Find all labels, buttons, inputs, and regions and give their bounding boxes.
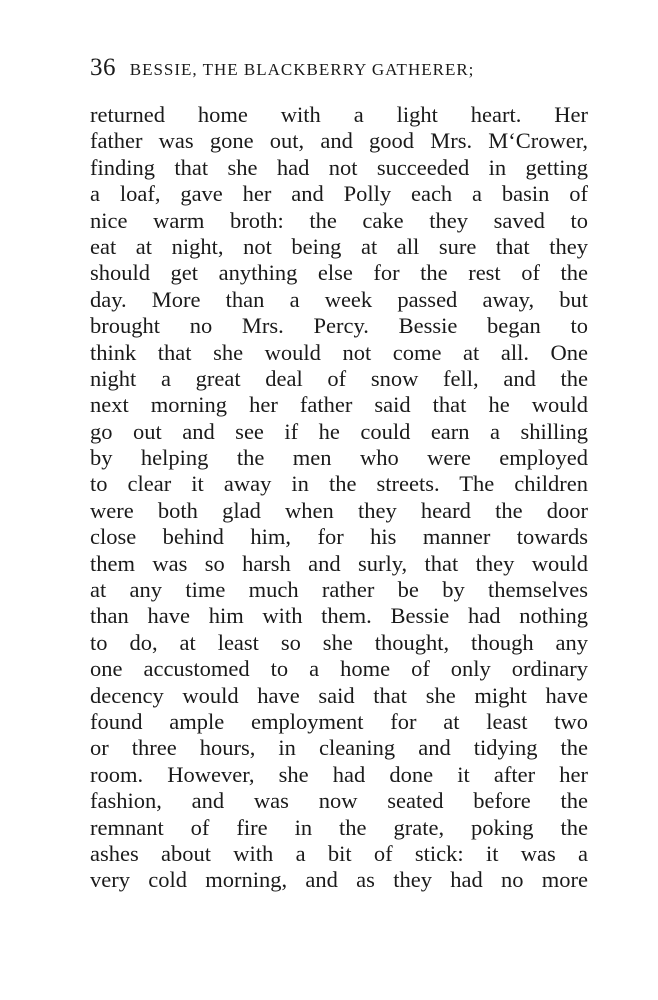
running-header xyxy=(90,54,590,84)
text-line: returned home with a light heart. Her xyxy=(90,102,588,127)
text-line: day. More than a week passed away, but xyxy=(90,286,588,312)
text-line: to do, at least so she thought, though any xyxy=(90,629,588,655)
text-line: next morning her father said that he would xyxy=(90,392,588,418)
text-line: go out and see if he could earn a shilling xyxy=(90,418,588,444)
text-line: room. However, she had done it after her xyxy=(90,761,588,787)
page-number: 36 xyxy=(90,54,116,81)
text-line: father was gone out, and good Mrs. M‘Crower, xyxy=(90,128,588,154)
text-line: brought no Mrs. Percy. Bessie began to xyxy=(90,313,588,339)
text-line: finding that she had not succeeded in getting xyxy=(90,154,588,180)
text-line: fashion, and was now seated before the xyxy=(90,788,588,814)
text-line: very cold morning, and as they had no more xyxy=(90,867,588,893)
running-title: BESSIE, THE BLACKBERRY GATHERER; xyxy=(129,60,475,79)
text-line: night a great deal of snow fell, and the xyxy=(90,365,588,391)
text-line: than have him with them. Bessie had nothing xyxy=(90,603,588,629)
text-line: them was so harsh and surly, that they would xyxy=(90,550,588,576)
text-line: should get anything else for the rest of the xyxy=(90,260,588,286)
text-line: were both glad when they heard the door xyxy=(90,497,588,523)
text-line: by helping the men who were employed xyxy=(90,445,588,471)
text-line: think that she would not come at all. One xyxy=(90,339,588,365)
text-line: remnant of fire in the grate, poking the xyxy=(90,814,588,840)
text-line: nice warm broth: the cake they saved to xyxy=(90,207,588,233)
text-line: at any time much rather be by themselves xyxy=(90,577,588,603)
text-line: a loaf, gave her and Polly each a basin of xyxy=(90,181,588,207)
text-line: one accustomed to a home of only ordinary xyxy=(90,656,588,682)
text-line: or three hours, in cleaning and tidying the xyxy=(90,735,588,761)
text-line: eat at night, not being at all sure that they xyxy=(90,233,588,259)
text-line: decency would have said that she might have xyxy=(90,682,588,708)
body-text xyxy=(90,102,588,894)
text-line: found ample employment for at least two xyxy=(90,708,588,734)
text-line: to clear it away in the streets. The children xyxy=(90,471,588,497)
text-line: close behind him, for his manner towards xyxy=(90,524,588,550)
text-line: ashes about with a bit of stick: it was a xyxy=(90,840,588,866)
